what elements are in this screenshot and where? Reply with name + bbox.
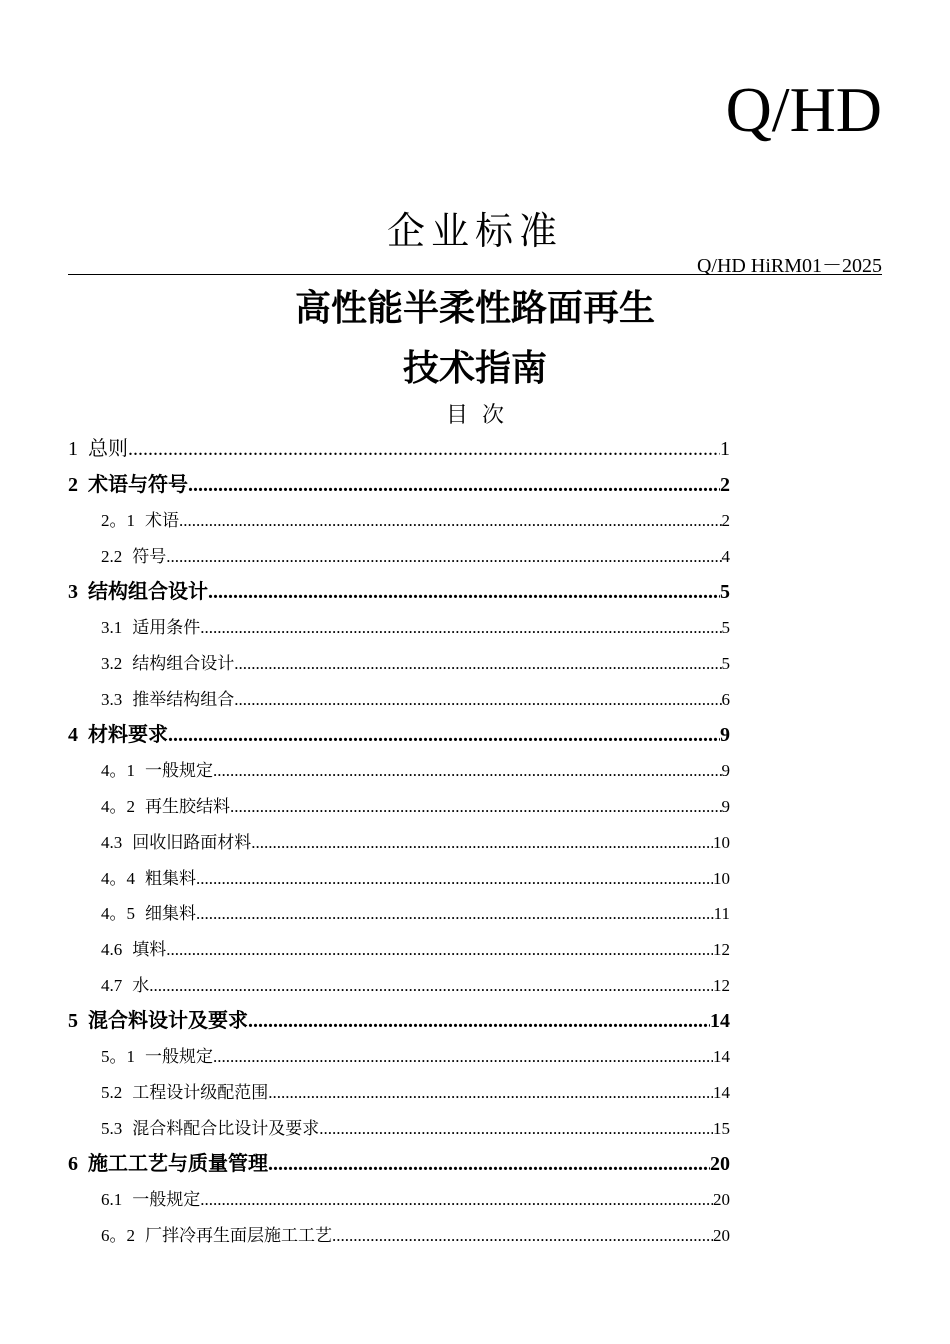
toc-dot-leader [234,646,721,682]
toc-dot-leader [230,789,722,825]
toc-entry-label [101,1182,200,1218]
toc-dot-leader [196,896,714,932]
toc-entry-label [68,1003,248,1039]
toc-entry-label [101,753,213,789]
toc-entry-label [101,539,166,575]
toc-chapter-entry[interactable] [68,717,730,753]
toc-entry-label [101,1039,213,1075]
toc-entry-label [101,968,149,1004]
toc-entry-number: 2.2 [101,546,123,566]
toc-section-entry[interactable] [68,1039,730,1075]
toc-entry-number: 4。2 [101,797,135,817]
toc-entry-label [101,1111,319,1147]
toc-page-number: 12 [713,975,730,995]
toc-chapter-entry[interactable] [68,431,730,467]
toc-section-entry[interactable] [68,861,730,897]
toc-entry-number: 3 [68,581,78,604]
toc-entry-number: 2。1 [101,511,135,530]
toc-entry-text: 水 [132,975,150,995]
toc-entry-label [101,1075,268,1111]
toc-entry-number: 4。5 [101,904,135,924]
toc-section-entry[interactable] [68,1111,730,1147]
toc-entry-number: 2 [68,474,78,496]
toc-entry-label [101,825,251,861]
toc-entry-text: 一般规定 [132,1190,201,1210]
toc-entry-text: 粗集料 [145,868,196,888]
toc-dot-leader [213,753,722,789]
toc-entry-text: 总则 [88,438,128,460]
toc-entry-text: 回收旧路面材料 [132,832,252,852]
toc-section-entry[interactable] [68,753,730,789]
toc-entry-label [101,896,196,932]
toc-entry-label [101,646,234,682]
toc-entry-text: 材料要求 [88,724,168,747]
table-of-contents [68,431,730,1254]
toc-chapter-entry[interactable] [68,1146,730,1182]
toc-section-entry[interactable] [68,1218,730,1254]
document-title-line2: 技术指南 [402,348,547,389]
toc-section-entry[interactable] [68,646,730,682]
toc-entry-label [68,467,188,503]
toc-dot-leader [166,932,713,968]
toc-entry-text: 混合料配合比设计及要求 [132,1118,320,1138]
standard-type: 企业标准 [386,209,563,253]
toc-page-number: 15 [713,1118,730,1138]
toc-page-number: 2 [720,474,730,496]
toc-page-number: 5 [720,581,730,604]
toc-section-entry[interactable] [68,896,730,932]
toc-section-entry[interactable] [68,1075,730,1111]
toc-entry-number: 4。4 [101,868,135,888]
toc-page-number: 6 [721,689,730,709]
toc-section-entry[interactable] [68,825,730,861]
toc-page-number: 9 [721,761,730,781]
toc-dot-leader [179,503,722,539]
toc-section-entry[interactable] [68,682,730,718]
toc-entry-text: 适用条件 [132,618,201,638]
brand-mark: Q/HD [725,74,882,145]
toc-section-entry[interactable] [68,503,730,539]
toc-page-number: 2 [721,511,730,530]
toc-page-number: 11 [713,904,730,924]
toc-dot-leader [166,539,721,575]
toc-entry-label [101,861,196,897]
toc-entry-text: 术语 [145,511,179,530]
toc-heading-char1: 目 [445,403,482,428]
toc-dot-leader [149,968,713,1004]
toc-entry-label [68,431,128,467]
toc-dot-leader [213,1039,713,1075]
toc-entry-number: 3.1 [101,618,123,638]
toc-entry-number: 6。2 [101,1226,135,1245]
toc-dot-leader [128,431,720,467]
toc-entry-label [101,682,234,718]
toc-dot-leader [168,717,720,753]
toc-entry-label [101,932,166,968]
toc-entry-number: 5.2 [101,1082,123,1102]
toc-page-number: 14 [713,1047,730,1067]
toc-entry-number: 4。1 [101,761,135,781]
toc-entry-number: 6.1 [101,1190,123,1210]
document-title-line1: 高性能半柔性路面再生 [294,288,655,329]
toc-entry-text: 厂拌冷再生面层施工工艺 [145,1226,332,1245]
toc-entry-text: 细集料 [145,904,196,924]
toc-chapter-entry[interactable] [68,467,730,503]
toc-entry-text: 推举结构组合 [132,689,235,709]
toc-heading [0,398,950,429]
toc-entry-number: 1 [68,438,78,460]
toc-entry-number: 3.2 [101,654,123,674]
toc-entry-label [101,610,200,646]
toc-entry-number: 3.3 [101,689,123,709]
toc-page-number: 20 [713,1190,730,1210]
toc-section-entry[interactable] [68,932,730,968]
toc-page-number: 5 [721,618,730,638]
toc-chapter-entry[interactable] [68,574,730,610]
toc-page-number: 10 [713,832,730,852]
toc-entry-label [68,574,208,610]
toc-section-entry[interactable] [68,1182,730,1218]
toc-entry-label [101,789,230,825]
toc-dot-leader [332,1218,713,1254]
toc-entry-label [68,717,168,753]
toc-page-number: 5 [721,654,730,674]
toc-entry-text: 混合料设计及要求 [88,1010,248,1033]
toc-chapter-entry[interactable] [68,1003,730,1039]
toc-entry-label [68,1146,268,1182]
toc-page-number: 4 [721,546,730,566]
toc-dot-leader [200,610,721,646]
toc-entry-text: 符号 [132,546,167,566]
toc-dot-leader [248,1003,710,1039]
toc-page-number: 12 [713,939,730,959]
toc-entry-text: 施工工艺与质量管理 [88,1153,268,1176]
toc-entry-label [101,503,179,539]
toc-dot-leader [268,1146,710,1182]
toc-section-entry[interactable] [68,789,730,825]
toc-entry-text: 一般规定 [145,1047,213,1067]
toc-heading-char2: 次 [482,403,505,428]
toc-dot-leader [188,467,720,503]
toc-page-number: 9 [720,724,730,747]
toc-page-number: 14 [713,1082,730,1102]
toc-entry-number: 5 [68,1010,78,1033]
toc-section-entry[interactable] [68,539,730,575]
toc-page-number: 10 [713,868,730,888]
toc-dot-leader [196,861,713,897]
toc-dot-leader [319,1111,713,1147]
toc-dot-leader [251,825,713,861]
toc-dot-leader [268,1075,713,1111]
toc-entry-text: 再生胶结料 [145,797,230,817]
toc-entry-label [101,1218,332,1254]
toc-entry-number: 4.7 [101,975,123,995]
toc-page-number: 20 [710,1153,730,1176]
standard-code: Q/HD HiRM01－2025 [696,255,882,277]
toc-page-number: 9 [721,797,730,817]
toc-section-entry[interactable] [68,610,730,646]
toc-entry-number: 5.3 [101,1118,123,1138]
toc-section-entry[interactable] [68,968,730,1004]
toc-page-number: 1 [720,438,730,460]
toc-entry-number: 4.3 [101,832,123,852]
toc-entry-text: 填料 [132,939,167,959]
toc-entry-text: 结构组合设计 [88,581,208,604]
toc-page-number: 20 [713,1226,730,1245]
toc-dot-leader [200,1182,713,1218]
toc-entry-number: 5。1 [101,1047,135,1067]
toc-entry-text: 术语与符号 [88,474,188,496]
header-rule [68,274,882,275]
toc-entry-text: 结构组合设计 [132,654,235,674]
toc-dot-leader [234,682,721,718]
toc-dot-leader [208,574,720,610]
toc-entry-text: 一般规定 [145,761,213,781]
toc-entry-number: 6 [68,1153,78,1176]
toc-entry-number: 4 [68,724,78,747]
toc-entry-number: 4.6 [101,939,123,959]
toc-page-number: 14 [710,1010,730,1033]
toc-entry-text: 工程设计级配范围 [132,1082,269,1102]
